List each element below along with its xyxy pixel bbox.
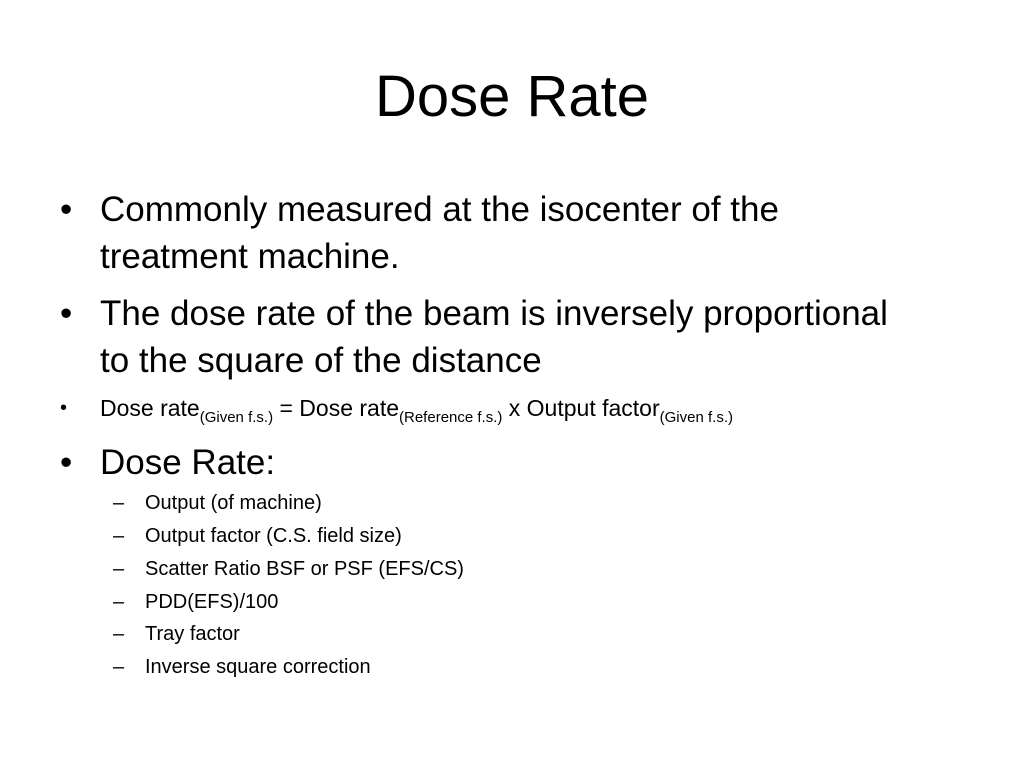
- sub-item-text: PDD(EFS)/100: [145, 591, 279, 613]
- bullet-marker: •: [60, 294, 73, 333]
- formula-bullet: [60, 394, 960, 432]
- formula-times: x: [502, 395, 527, 421]
- bullet-marker: •: [60, 397, 68, 419]
- sub-item-text: Output factor (C.S. field size): [145, 525, 402, 547]
- dash-marker: –: [113, 623, 125, 645]
- slide-title: Dose Rate: [374, 64, 650, 129]
- formula-subscript-given: (Given f.s.): [199, 409, 274, 426]
- sub-item-text: Output (of machine): [145, 492, 322, 514]
- formula-subscript-given-2: (Given f.s.): [659, 409, 733, 426]
- formula-term-dose-rate: Dose rate: [100, 395, 200, 421]
- bullet-item: [60, 290, 920, 384]
- dash-marker: –: [113, 558, 125, 580]
- dash-marker: –: [113, 525, 125, 547]
- bullet-item: [60, 439, 920, 486]
- formula-subscript-reference: (Reference f.s.): [399, 409, 503, 426]
- sub-item-text: Tray factor: [145, 623, 240, 645]
- sub-item-text: Inverse square correction: [145, 656, 371, 678]
- bullet-item: [60, 186, 920, 280]
- bullet-text: The dose rate of the beam is inversely proportional to the square of the distance: [100, 294, 888, 380]
- bullet-marker: •: [60, 443, 73, 482]
- bullet-marker: •: [60, 190, 73, 229]
- dash-marker: –: [113, 492, 125, 514]
- formula-term-dose-rate-ref: Dose rate: [299, 395, 400, 421]
- dash-marker: –: [113, 591, 125, 613]
- formula-equals: =: [273, 395, 300, 421]
- bullet-text: Commonly measured at the isocenter of the treatment machine.: [100, 190, 779, 276]
- dash-marker: –: [113, 656, 125, 678]
- bullet-text: Dose Rate:: [100, 443, 276, 482]
- sub-item-text: Scatter Ratio BSF or PSF (EFS/CS): [145, 558, 464, 580]
- formula-term-output-factor: Output factor: [526, 395, 660, 421]
